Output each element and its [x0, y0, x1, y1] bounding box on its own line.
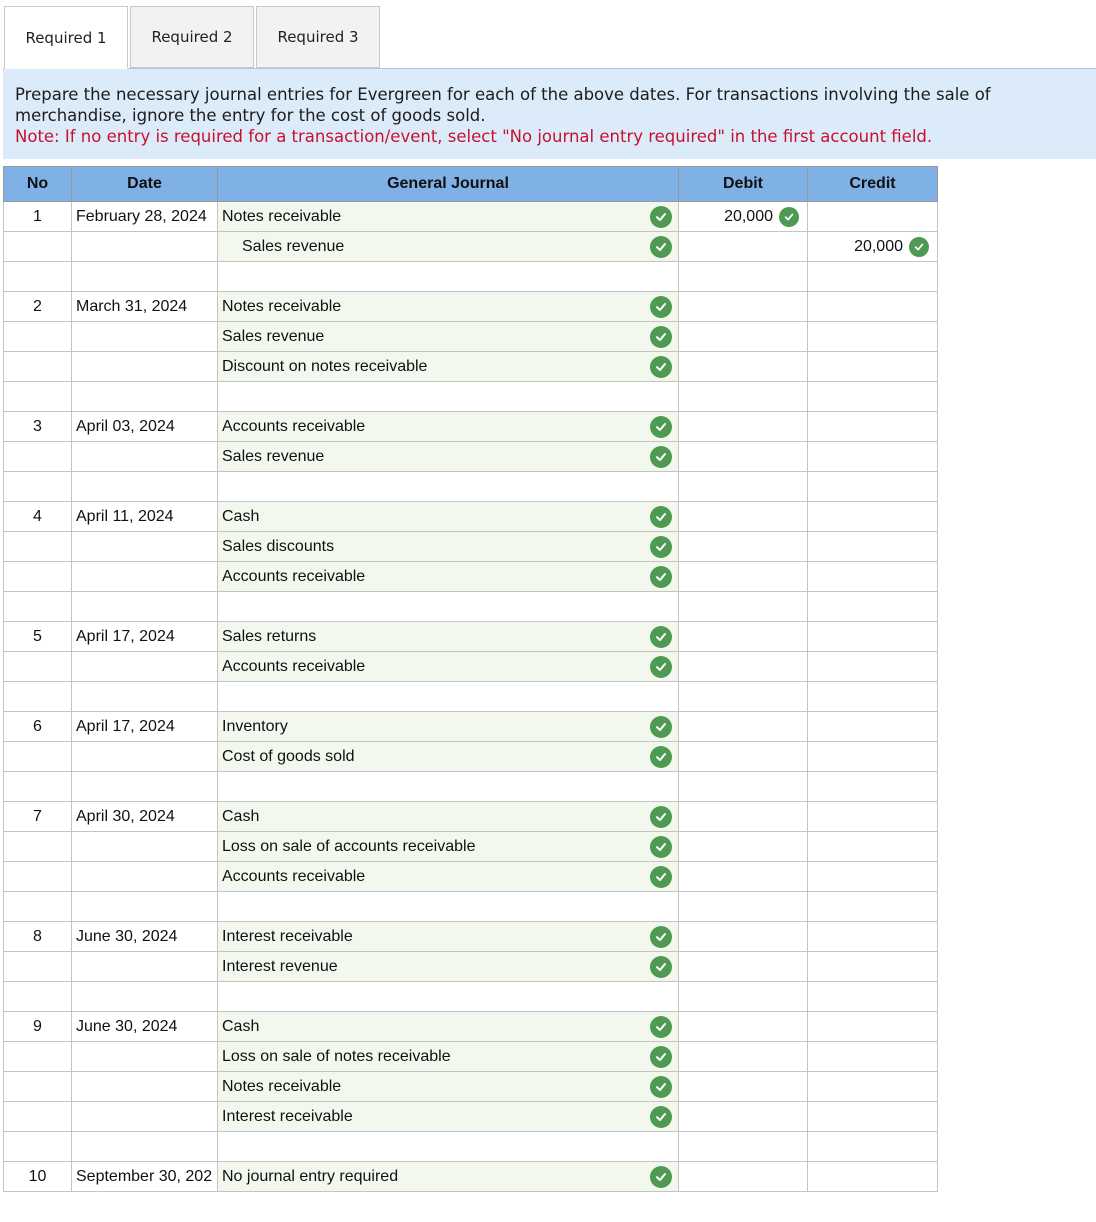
entry-number [4, 352, 72, 382]
tab-required-3[interactable]: Required 3 [256, 6, 380, 68]
debit-amount-field[interactable] [679, 562, 808, 592]
account-name: Cash [222, 807, 260, 825]
entry-date-field[interactable]: June 30, 2024 [72, 922, 218, 952]
debit-amount-field[interactable] [679, 1162, 808, 1192]
debit-amount-field[interactable] [679, 892, 808, 922]
entry-date-field[interactable] [72, 352, 218, 382]
entry-number [4, 1072, 72, 1102]
account-select[interactable] [218, 922, 679, 952]
table-header-row [4, 167, 938, 202]
account-select[interactable] [218, 1072, 679, 1102]
entry-number: 5 [4, 622, 72, 652]
debit-amount-field[interactable] [679, 1072, 808, 1102]
debit-amount-field[interactable] [679, 442, 808, 472]
correct-check-icon [650, 236, 672, 258]
credit-amount-field[interactable] [808, 442, 938, 472]
credit-amount-value: 20,000 [854, 237, 903, 255]
table-row [4, 232, 938, 262]
correct-check-icon [650, 446, 672, 468]
correct-check-icon [650, 1106, 672, 1128]
correct-check-icon [650, 566, 672, 588]
account-name: Interest receivable [222, 927, 353, 945]
entry-date-field[interactable] [72, 592, 218, 622]
entry-date-field[interactable] [72, 772, 218, 802]
table-row [4, 862, 938, 892]
debit-amount-field[interactable] [679, 922, 808, 952]
account-name: Interest revenue [222, 957, 338, 975]
table-row [4, 502, 938, 532]
entry-number [4, 442, 72, 472]
account-name: Sales revenue [242, 237, 345, 255]
credit-amount-field[interactable] [808, 772, 938, 802]
entry-number: 1 [4, 202, 72, 232]
debit-amount-field[interactable] [679, 292, 808, 322]
table-row [4, 622, 938, 652]
entry-number: 6 [4, 712, 72, 742]
table-row [4, 292, 938, 322]
account-select[interactable] [218, 622, 679, 652]
account-name: Sales revenue [222, 447, 325, 465]
account-select[interactable] [218, 982, 679, 1012]
entry-date-field[interactable] [72, 322, 218, 352]
credit-amount-field[interactable] [808, 892, 938, 922]
credit-amount-field[interactable] [808, 952, 938, 982]
credit-amount-field[interactable] [808, 382, 938, 412]
debit-amount-field[interactable] [679, 952, 808, 982]
table-row [4, 262, 938, 292]
general-journal-table [3, 166, 938, 1192]
correct-check-icon [650, 866, 672, 888]
table-row [4, 442, 938, 472]
debit-amount-field[interactable] [679, 1102, 808, 1132]
credit-amount-wrap [854, 237, 929, 257]
credit-amount-field[interactable] [808, 1072, 938, 1102]
table-row [4, 202, 938, 232]
debit-amount-field[interactable] [679, 202, 808, 232]
account-name: Sales discounts [222, 537, 335, 555]
account-name: Accounts receivable [222, 867, 366, 885]
header-debit: Debit [679, 167, 808, 202]
entry-date-field[interactable] [72, 262, 218, 292]
credit-amount-field[interactable] [808, 502, 938, 532]
account-name: Cash [222, 507, 260, 525]
correct-check-icon [650, 746, 672, 768]
entry-date-field[interactable]: April 11, 2024 [72, 502, 218, 532]
credit-amount-field[interactable] [808, 1042, 938, 1072]
account-select[interactable] [218, 292, 679, 322]
table-row [4, 982, 938, 1012]
correct-check-icon [650, 356, 672, 378]
header-no: No [4, 167, 72, 202]
correct-check-icon [650, 806, 672, 828]
entry-date-field[interactable] [72, 1072, 218, 1102]
entry-date-field[interactable] [72, 952, 218, 982]
credit-amount-field[interactable] [808, 232, 938, 262]
debit-amount-field[interactable] [679, 862, 808, 892]
table-row [4, 652, 938, 682]
debit-amount-field[interactable] [679, 832, 808, 862]
instructions-panel [3, 68, 1096, 159]
credit-amount-field[interactable] [808, 322, 938, 352]
credit-amount-field[interactable] [808, 532, 938, 562]
account-select[interactable] [218, 502, 679, 532]
table-row [4, 952, 938, 982]
credit-amount-field[interactable] [808, 682, 938, 712]
entry-number [4, 832, 72, 862]
credit-amount-field[interactable] [808, 982, 938, 1012]
table-row [4, 472, 938, 502]
correct-check-icon [650, 626, 672, 648]
account-select[interactable] [218, 382, 679, 412]
account-select[interactable] [218, 352, 679, 382]
debit-amount-field[interactable] [679, 322, 808, 352]
entry-number: 7 [4, 802, 72, 832]
entry-number [4, 1102, 72, 1132]
debit-amount-field[interactable] [679, 262, 808, 292]
debit-amount-field[interactable] [679, 1042, 808, 1072]
entry-number [4, 652, 72, 682]
account-select[interactable] [218, 1102, 679, 1132]
account-name: Accounts receivable [222, 567, 366, 585]
table-row [4, 1162, 938, 1192]
account-name: Sales revenue [222, 327, 325, 345]
tab-required-1[interactable]: Required 1 [4, 6, 128, 69]
correct-check-icon [650, 956, 672, 978]
account-name: Notes receivable [222, 207, 342, 225]
correct-check-icon [650, 506, 672, 528]
entry-number [4, 1132, 72, 1162]
account-select[interactable] [218, 322, 679, 352]
credit-amount-field[interactable] [808, 742, 938, 772]
debit-amount-field[interactable] [679, 682, 808, 712]
table-row [4, 892, 938, 922]
debit-amount-field[interactable] [679, 982, 808, 1012]
credit-amount-field[interactable] [808, 202, 938, 232]
table-row [4, 592, 938, 622]
debit-amount-field[interactable] [679, 592, 808, 622]
credit-amount-field[interactable] [808, 592, 938, 622]
account-name: Inventory [222, 717, 288, 735]
entry-date-field[interactable]: April 17, 2024 [72, 622, 218, 652]
account-select[interactable] [218, 1042, 679, 1072]
correct-check-icon [650, 836, 672, 858]
account-select[interactable] [218, 682, 679, 712]
credit-amount-field[interactable] [808, 262, 938, 292]
entry-number: 8 [4, 922, 72, 952]
entry-date-field[interactable]: June 30, 2024 [72, 1012, 218, 1042]
account-select[interactable] [218, 262, 679, 292]
credit-amount-field[interactable] [808, 352, 938, 382]
debit-amount-field[interactable] [679, 532, 808, 562]
account-select[interactable] [218, 802, 679, 832]
account-name: Loss on sale of accounts receivable [222, 837, 476, 855]
debit-amount-wrap [724, 207, 799, 227]
table-row [4, 352, 938, 382]
correct-check-icon [650, 206, 672, 228]
correct-check-icon [650, 926, 672, 948]
credit-amount-field[interactable] [808, 622, 938, 652]
debit-amount-field[interactable] [679, 772, 808, 802]
entry-number: 3 [4, 412, 72, 442]
credit-amount-field[interactable] [808, 562, 938, 592]
account-select[interactable] [218, 742, 679, 772]
table-row [4, 712, 938, 742]
account-select[interactable] [218, 952, 679, 982]
account-name: Notes receivable [222, 297, 342, 315]
entry-date-field[interactable] [72, 1102, 218, 1132]
credit-amount-field[interactable] [808, 472, 938, 502]
account-name: Notes receivable [222, 1077, 342, 1095]
entry-date-field[interactable] [72, 442, 218, 472]
entry-number [4, 772, 72, 802]
account-select[interactable] [218, 1012, 679, 1042]
entry-number [4, 262, 72, 292]
debit-amount-field[interactable] [679, 802, 808, 832]
debit-amount-field[interactable] [679, 622, 808, 652]
credit-amount-field[interactable] [808, 802, 938, 832]
credit-amount-field[interactable] [808, 922, 938, 952]
correct-check-icon [650, 536, 672, 558]
account-select[interactable] [218, 472, 679, 502]
entry-date-field[interactable]: September 30, 202 [72, 1162, 218, 1192]
correct-check-icon [779, 207, 799, 227]
instructions-note: Note: If no entry is required for a transaction/event, select "No journal entry required" in the first account field. [15, 127, 933, 146]
header-general-journal: General Journal [218, 167, 679, 202]
entry-date-field[interactable]: April 30, 2024 [72, 802, 218, 832]
account-select[interactable] [218, 532, 679, 562]
entry-number [4, 982, 72, 1012]
debit-amount-value: 20,000 [724, 207, 773, 225]
debit-amount-field[interactable] [679, 1132, 808, 1162]
debit-amount-field[interactable] [679, 652, 808, 682]
credit-amount-field[interactable] [808, 862, 938, 892]
entry-number [4, 682, 72, 712]
entry-number: 10 [4, 1162, 72, 1192]
entry-number: 4 [4, 502, 72, 532]
entry-date-field[interactable] [72, 562, 218, 592]
account-select[interactable] [218, 772, 679, 802]
account-name: Interest receivable [222, 1107, 353, 1125]
entry-date-field[interactable] [72, 892, 218, 922]
entry-number [4, 1042, 72, 1072]
correct-check-icon [650, 1076, 672, 1098]
account-name: Cash [222, 1017, 260, 1035]
correct-check-icon [650, 296, 672, 318]
correct-check-icon [650, 326, 672, 348]
table-row [4, 772, 938, 802]
account-name: Cost of goods sold [222, 747, 355, 765]
account-name: Accounts receivable [222, 417, 366, 435]
entry-date-field[interactable]: April 03, 2024 [72, 412, 218, 442]
account-name: Discount on notes receivable [222, 357, 428, 375]
debit-amount-field[interactable] [679, 712, 808, 742]
entry-number [4, 472, 72, 502]
account-select[interactable] [218, 232, 679, 262]
entry-number [4, 532, 72, 562]
correct-check-icon [650, 656, 672, 678]
account-select[interactable] [218, 1132, 679, 1162]
credit-amount-field[interactable] [808, 832, 938, 862]
debit-amount-field[interactable] [679, 1012, 808, 1042]
entry-number [4, 592, 72, 622]
account-select[interactable] [218, 442, 679, 472]
credit-amount-field[interactable] [808, 652, 938, 682]
table-row [4, 382, 938, 412]
correct-check-icon [650, 416, 672, 438]
debit-amount-field[interactable] [679, 502, 808, 532]
correct-check-icon [650, 1046, 672, 1068]
entry-date-field[interactable] [72, 862, 218, 892]
table-row [4, 562, 938, 592]
table-row [4, 832, 938, 862]
entry-date-field[interactable]: April 17, 2024 [72, 712, 218, 742]
entry-number [4, 232, 72, 262]
correct-check-icon [650, 1166, 672, 1188]
entry-date-field[interactable] [72, 742, 218, 772]
table-row [4, 1012, 938, 1042]
entry-number [4, 892, 72, 922]
credit-amount-field[interactable] [808, 1132, 938, 1162]
header-date: Date [72, 167, 218, 202]
debit-amount-field[interactable] [679, 472, 808, 502]
entry-date-field[interactable] [72, 232, 218, 262]
credit-amount-field[interactable] [808, 412, 938, 442]
table-row [4, 1132, 938, 1162]
tab-required-2[interactable]: Required 2 [130, 6, 254, 68]
entry-number [4, 862, 72, 892]
entry-number [4, 382, 72, 412]
entry-number [4, 742, 72, 772]
debit-amount-field[interactable] [679, 232, 808, 262]
journal-body [4, 202, 938, 1192]
entry-date-field[interactable] [72, 1132, 218, 1162]
credit-amount-field[interactable] [808, 1102, 938, 1132]
header-credit: Credit [808, 167, 938, 202]
account-name: Sales returns [222, 627, 317, 645]
account-select[interactable] [218, 832, 679, 862]
entry-number: 9 [4, 1012, 72, 1042]
table-row [4, 1042, 938, 1072]
credit-amount-field[interactable] [808, 712, 938, 742]
table-row [4, 682, 938, 712]
credit-amount-field[interactable] [808, 1162, 938, 1192]
entry-date-field[interactable] [72, 1042, 218, 1072]
account-select[interactable] [218, 712, 679, 742]
account-select[interactable] [218, 202, 679, 232]
table-row [4, 532, 938, 562]
entry-date-field[interactable] [72, 472, 218, 502]
table-row [4, 1072, 938, 1102]
entry-date-field[interactable] [72, 382, 218, 412]
entry-date-field[interactable]: February 28, 2024 [72, 202, 218, 232]
debit-amount-field[interactable] [679, 382, 808, 412]
debit-amount-field[interactable] [679, 352, 808, 382]
account-select[interactable] [218, 1162, 679, 1192]
account-select[interactable] [218, 592, 679, 622]
credit-amount-field[interactable] [808, 292, 938, 322]
entry-date-field[interactable] [72, 832, 218, 862]
correct-check-icon [650, 716, 672, 738]
account-name: No journal entry required [222, 1167, 399, 1185]
entry-number [4, 952, 72, 982]
entry-date-field[interactable]: March 31, 2024 [72, 292, 218, 322]
correct-check-icon [650, 1016, 672, 1038]
account-select[interactable] [218, 652, 679, 682]
account-name: Accounts receivable [222, 657, 366, 675]
table-row [4, 412, 938, 442]
table-row [4, 742, 938, 772]
account-select[interactable] [218, 892, 679, 922]
instructions-text: Prepare the necessary journal entries for Evergreen for each of the above dates. For transactions involving the sale of merchandise, ignore the entry for the cost of goods sold. [15, 85, 991, 125]
credit-amount-field[interactable] [808, 1012, 938, 1042]
account-select[interactable] [218, 562, 679, 592]
table-row [4, 802, 938, 832]
table-row [4, 922, 938, 952]
correct-check-icon [909, 237, 929, 257]
entry-date-field[interactable] [72, 532, 218, 562]
debit-amount-field[interactable] [679, 412, 808, 442]
account-name: Loss on sale of notes receivable [222, 1047, 451, 1065]
entry-number: 2 [4, 292, 72, 322]
account-select[interactable] [218, 412, 679, 442]
debit-amount-field[interactable] [679, 742, 808, 772]
account-select[interactable] [218, 862, 679, 892]
entry-number [4, 562, 72, 592]
entry-date-field[interactable] [72, 682, 218, 712]
entry-date-field[interactable] [72, 982, 218, 1012]
entry-number [4, 322, 72, 352]
entry-date-field[interactable] [72, 652, 218, 682]
table-row [4, 1102, 938, 1132]
table-row [4, 322, 938, 352]
